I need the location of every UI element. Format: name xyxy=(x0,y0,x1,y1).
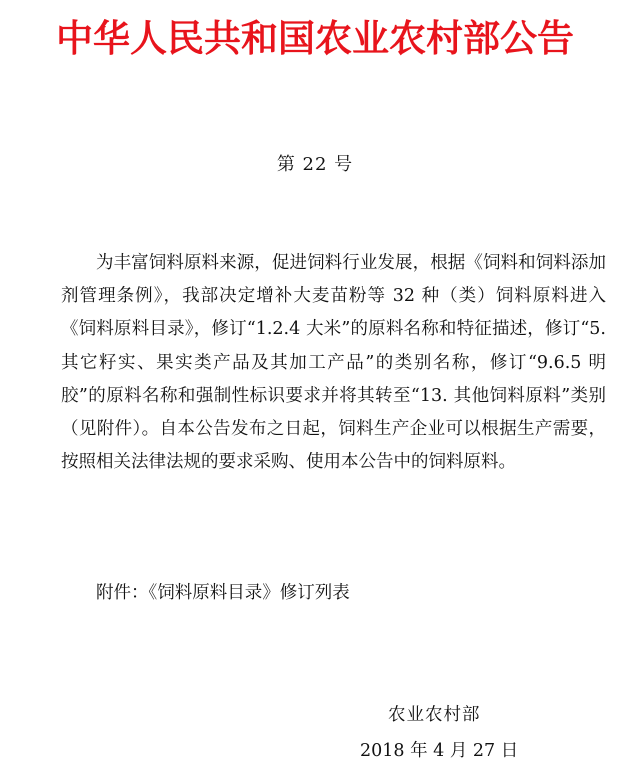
signature-date: 2018 年 4 月 27 日 xyxy=(360,741,519,761)
signature-organization: 农业农村部 xyxy=(388,705,481,725)
announcement-number: 第 22 号 xyxy=(276,154,354,175)
announcement-title: 中华人民共和国农业农村部公告 xyxy=(56,17,574,60)
attachment-line: 附件：《饲料原料目录》修订列表 xyxy=(96,583,350,603)
announcement-body-paragraph: 为丰富饲料原料来源，促进饲料行业发展，根据《饲料和饲料添加剂管理条例》，我部决定增补大麦苗粉等 32 种（类）饲料原料进入《饲料原料目录》，修订“1.2.4 大米”的原料名称和特征描述，修订“5. 其它籽实、果实类产品及其加工产品”的类别名称，修订“9.6.5 明胶”的原料名称和强制性标识要求并将其转至“13. 其他饲料原料”类别（见附件）。自本公告发布之日起，饲料生产企业可以根据生产需要，按照相关法律法规的要求采购、使用本公告中的饲料原料。 xyxy=(61,253,606,473)
